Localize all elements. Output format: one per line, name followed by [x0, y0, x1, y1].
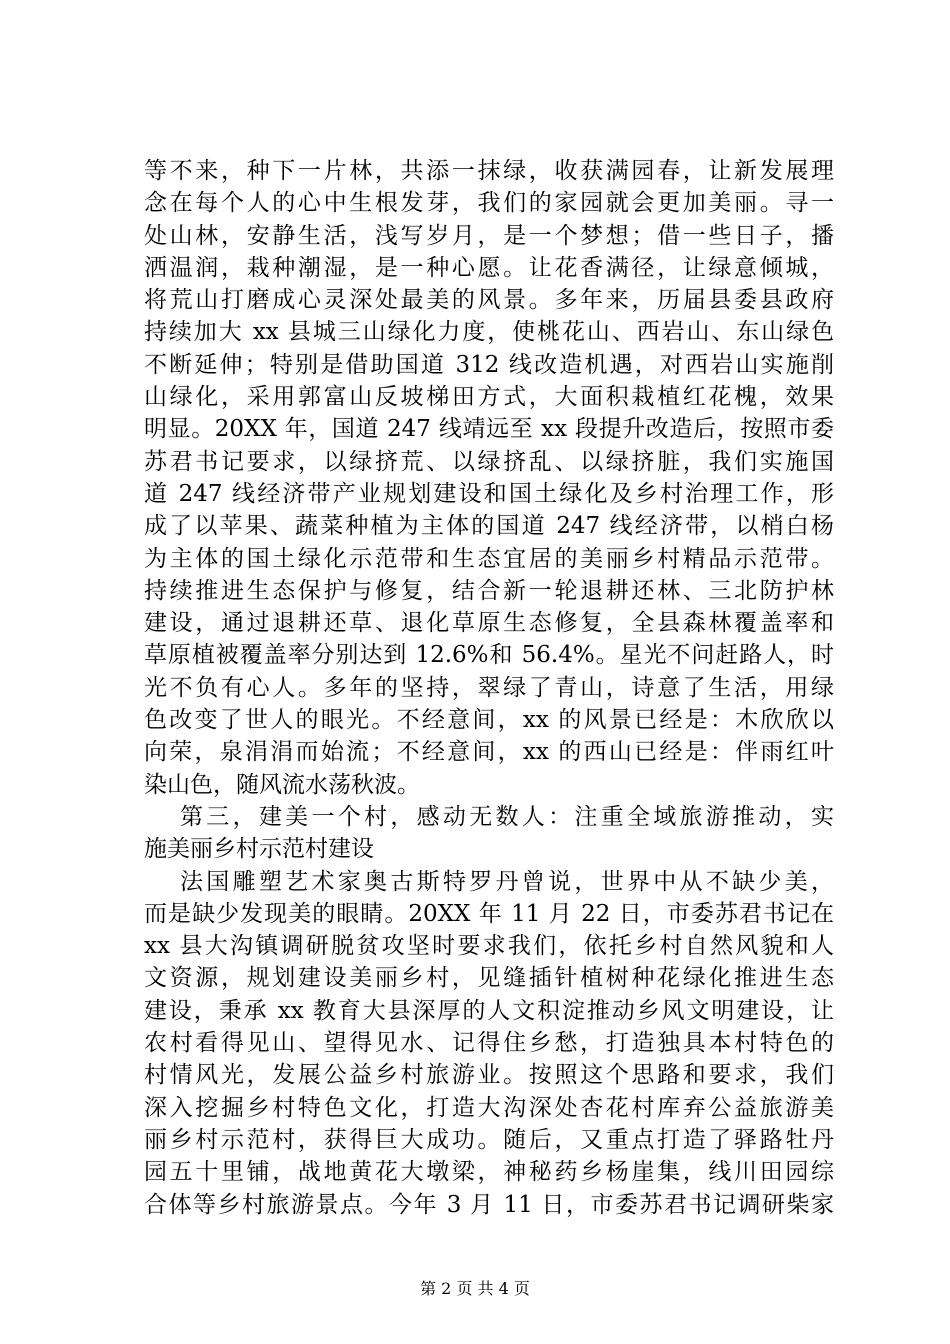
- text-line: 苏君书记要求，以绿挤荒、以绿挤乱、以绿挤脏，我们实施国: [144, 448, 834, 475]
- text-line: 将荒山打磨成心灵深处最美的风景。多年来，历届县委县政府: [144, 287, 834, 314]
- section-heading-line: 施美丽乡村示范村建设: [144, 836, 374, 863]
- text-line: 持续加大 xx 县城三山绿化力度，使桃花山、西岩山、东山绿色: [144, 319, 834, 346]
- text-line: 明显。20XX 年，国道 247 线靖远至 xx 段提升改造后，按照市委: [144, 416, 834, 443]
- text-line: 法国雕塑艺术家奥古斯特罗丹曾说，世界中从不缺少美，: [180, 868, 834, 895]
- text-line: 光不负有心人。多年的坚持，翠绿了青山，诗意了生活，用绿: [144, 674, 834, 701]
- text-line: 园五十里铺，战地黄花大墩梁，神秘药乡杨崖集，线川田园综: [144, 1159, 834, 1186]
- text-line: 建设，秉承 xx 教育大县深厚的人文积淀推动乡风文明建设，让: [144, 997, 834, 1024]
- page-number-footer: 第 2 页 共 4 页: [420, 1279, 530, 1298]
- text-line: 深入挖掘乡村特色文化，打造大沟深处杏花村库弃公益旅游美: [144, 1094, 834, 1121]
- text-line: 合体等乡村旅游景点。今年 3 月 11 日，市委苏君书记调研柴家: [144, 1191, 834, 1218]
- text-line: 色改变了世人的眼光。不经意间，xx 的风景已经是：木欣欣以: [144, 707, 834, 734]
- text-line: 村情风光，发展公益乡村旅游业。按照这个思路和要求，我们: [144, 1062, 834, 1089]
- text-line: xx 县大沟镇调研脱贫攻坚时要求我们，依托乡村自然风貌和人: [144, 933, 834, 960]
- text-line: 建设，通过退耕还草、退化草原生态修复，全县森林覆盖率和: [144, 610, 834, 637]
- text-line: 洒温润，栽种潮湿，是一种心愿。让花香满径，让绿意倾城，: [144, 254, 834, 281]
- text-line: 念在每个人的心中生根发芽，我们的家园就会更加美丽。寻一: [144, 190, 834, 217]
- text-line: 向荣，泉涓涓而始流；不经意间，xx 的西山已经是：伴雨红叶: [144, 739, 834, 766]
- text-line: 山绿化，采用郭富山反坡梯田方式，大面积栽植红花槐，效果: [144, 384, 834, 411]
- text-line: 不断延伸；特别是借助国道 312 线改造机遇，对西岩山实施削: [144, 351, 834, 378]
- text-line: 处山林，安静生活，浅写岁月，是一个梦想；借一些日子，播: [144, 222, 834, 249]
- text-line: 成了以苹果、蔬菜种植为主体的国道 247 线经济带，以梢白杨: [144, 513, 834, 540]
- text-line: 为主体的国土绿化示范带和生态宜居的美丽乡村精品示范带。: [144, 545, 834, 572]
- text-line: 草原植被覆盖率分别达到 12.6%和 56.4%。星光不问赶路人，时: [144, 642, 834, 669]
- body-text: [144, 155, 834, 1221]
- text-line: 持续推进生态保护与修复，结合新一轮退耕还林、三北防护林: [144, 577, 834, 604]
- text-line: 丽乡村示范村，获得巨大成功。随后，又重点打造了驿路牡丹: [144, 1126, 834, 1153]
- text-line: 等不来，种下一片林，共添一抹绿，收获满园春，让新发展理: [144, 158, 834, 184]
- text-line: 而是缺少发现美的眼睛。20XX 年 11 月 22 日，市委苏君书记在: [144, 900, 834, 927]
- text-line: 道 247 线经济带产业规划建设和国土绿化及乡村治理工作，形: [144, 480, 834, 507]
- text-line: 染山色，随风流水荡秋波。: [144, 771, 420, 798]
- section-heading-line: 第三，建美一个村，感动无数人：注重全域旅游推动，实: [180, 803, 834, 830]
- text-line: 文资源，规划建设美丽乡村，见缝插针植树种花绿化推进生态: [144, 965, 834, 992]
- text-line: 农村看得见山、望得见水、记得住乡愁，打造独具本村特色的: [144, 1030, 834, 1057]
